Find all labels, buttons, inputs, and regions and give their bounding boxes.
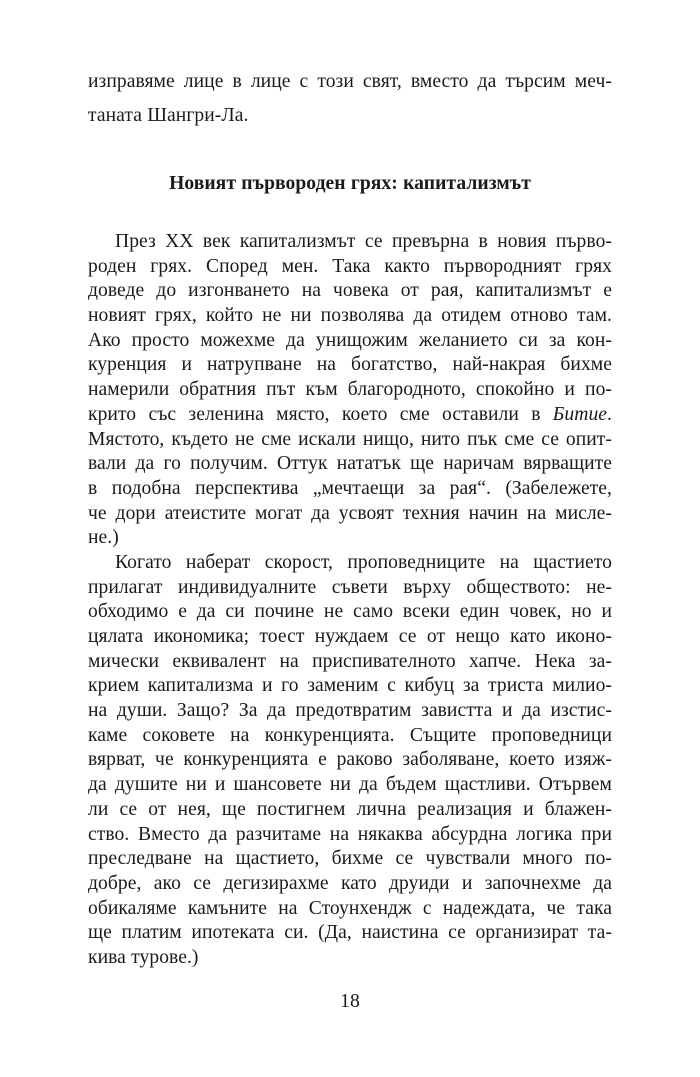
p2-line-14: добре, ако се дегизирахме като друиди и започнехме да [88, 872, 612, 894]
p1-line-3: доведе до изгонването на човека от рая, капитализмът е [88, 280, 612, 302]
section-heading: Новият първороден грях: капитализмът [169, 173, 531, 194]
p2-line-2: прилагат индивидуалните съвети върху обществото: не- [88, 576, 612, 598]
p2-line-9: вярват, че конкуренцията е раково заболяване, което изяж- [88, 749, 612, 771]
p2-line-7: на души. Защо? За да предотвратим завистта и да изстис- [88, 700, 612, 722]
p2-line-11: ли се от нея, ще постигнем лична реализация и блажен- [88, 798, 612, 820]
p1-line-1: През XX век капитализмът се превърна в новия първо- [115, 231, 612, 252]
p1-line-11: в подобна перспектива „мечтаещи за рая“. (Забележете, [88, 477, 612, 499]
p2-line-10: да душите ни и шансовете ни да бъдем щастливи. Отървем [88, 774, 612, 796]
p2-line-6: крием капитализма и го заменим с кибуц за триста милио- [88, 675, 612, 697]
p2-line-15: обикаляме камъните на Стоунхендж с надеждата, че така [88, 897, 612, 919]
p1-line-8-end: . [607, 403, 612, 425]
opening-line-2: таната Шангри-Ла. [88, 105, 249, 126]
p1-line-7: намерили обратния път към благородното, спокойно и по- [88, 379, 612, 401]
p2-line-13: преследване на щастието, бихме се чувствали много по- [88, 848, 612, 870]
p2-line-5: мически еквивалент на приспивателното хапче. Нека за- [88, 650, 612, 672]
opening-line-1: изправяме лице в лице с този свят, вместо да търсим меч- [88, 71, 612, 92]
p2-line-1: Когато наберат скорост, проповедниците на щастието [115, 551, 612, 573]
page-number: 18 [340, 991, 360, 1012]
p1-line-2: роден грях. Според мен. Така както първородният грях [88, 255, 612, 277]
p1-line-6: куренция и натрупване на богатство, най-накрая бихме [88, 354, 612, 376]
p2-line-12: ство. Вместо да разчитаме на някаква абсурдна логика при [88, 823, 612, 845]
p1-line-4: новият грях, който не ни позволява да отидем отново там. [88, 305, 612, 327]
p1-line-9: Мястото, където не сме искали нищо, нито пък сме се опит- [88, 428, 612, 450]
p2-line-3: обходимо е да си почине не само всеки един човек, но и [88, 601, 612, 623]
p1-line-8 [88, 403, 612, 428]
p2-line-8: каме соковете на конкуренцията. Същите проповедници [88, 724, 612, 746]
p1-line-8-text: крито със зеленина място, което сме оставили в [88, 403, 553, 425]
p2-line-16: ще платим ипотеката си. (Да, наистина се организират та- [88, 922, 612, 944]
p1-line-10: вали да го получим. Оттук нататък ще наричам вярващите [88, 453, 612, 475]
p1-line-5: Ако просто можехме да унищожим желанието си за кон- [88, 329, 612, 351]
p1-line-12: че дори атеистите могат да усвоят техния начин на мисле- [88, 502, 612, 524]
p2-line-4: цялата икономика; тоест нуждаем се от нещо като иконо- [88, 626, 612, 648]
p1-line-13: не.) [88, 527, 119, 549]
p2-line-17: кива турове.) [88, 947, 199, 968]
p1-line-8-italic: Битие [552, 403, 608, 425]
